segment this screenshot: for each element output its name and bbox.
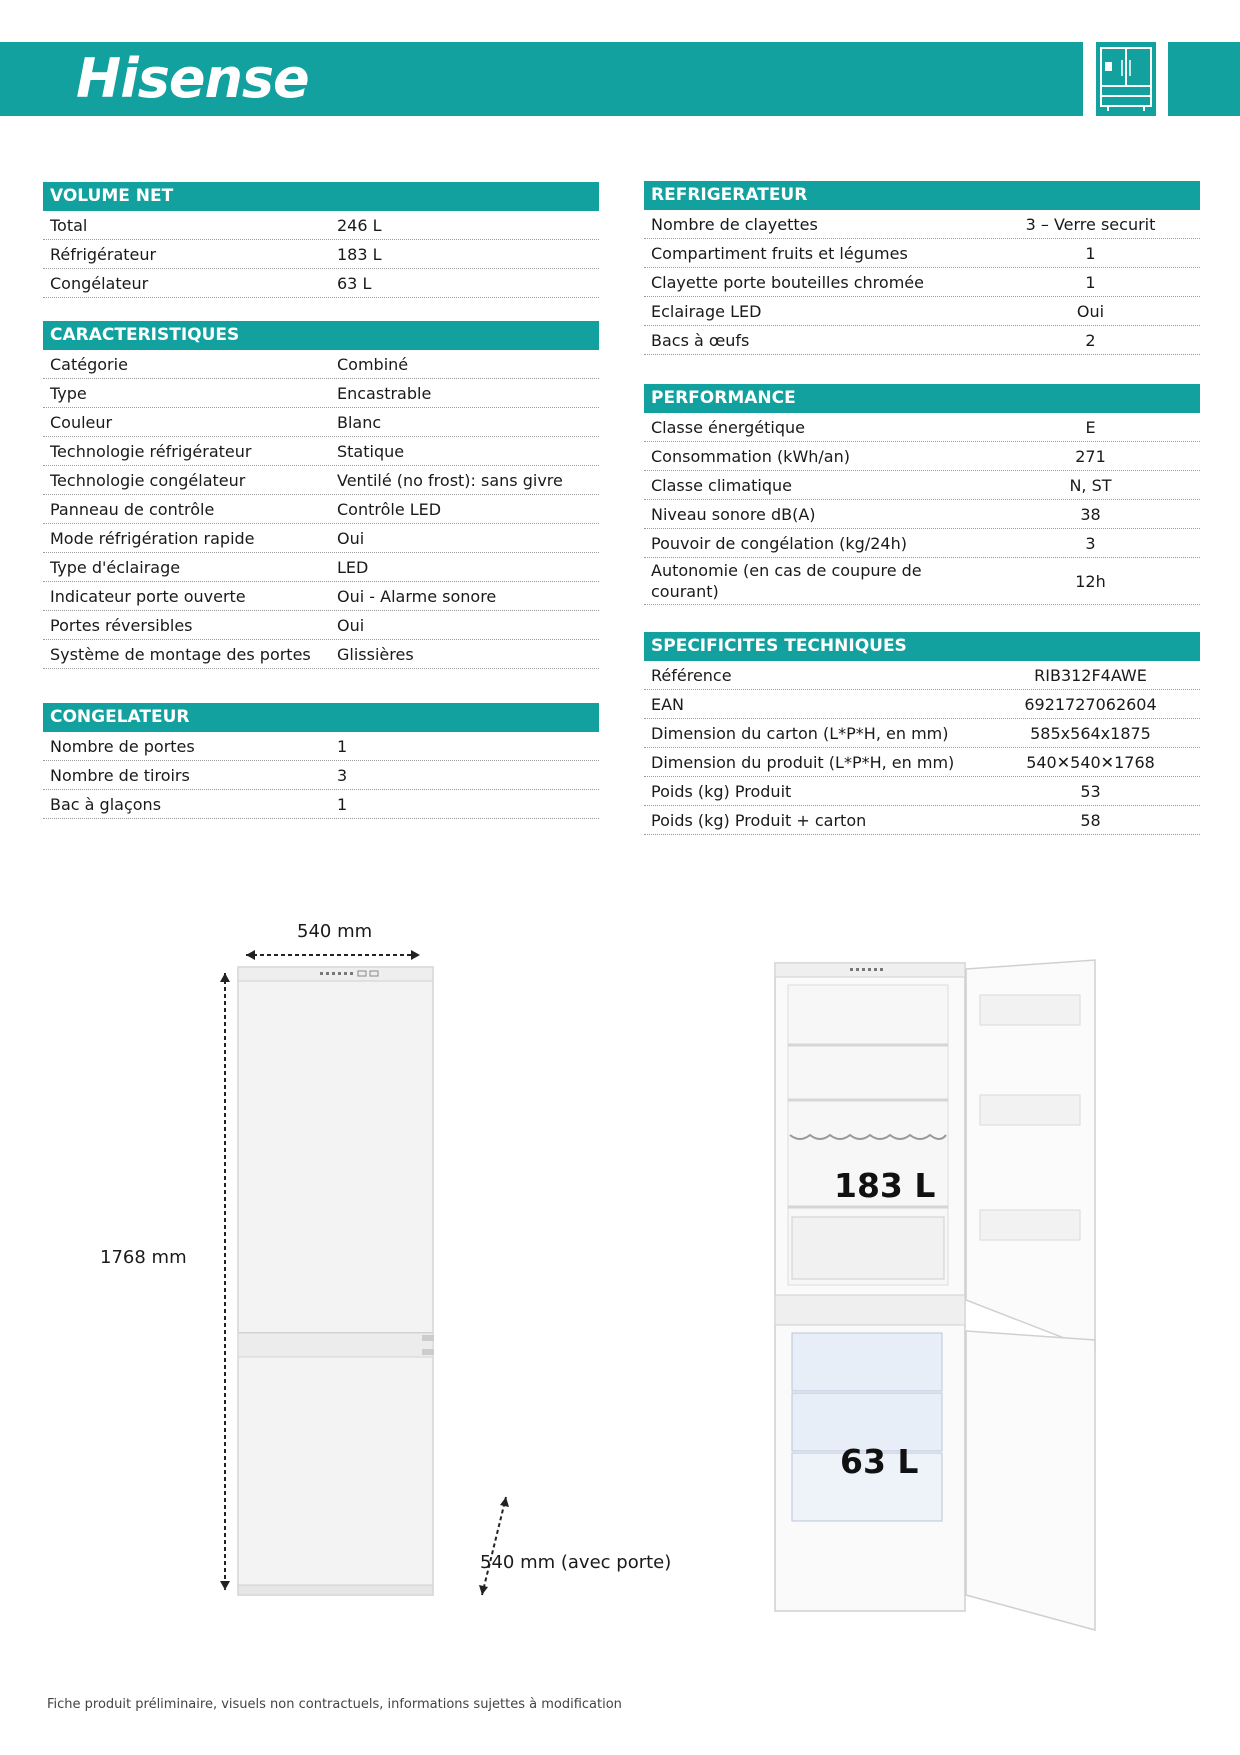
spec-row: Type Encastrable xyxy=(43,379,599,408)
fridge-capacity-label: 183 L xyxy=(834,1166,936,1205)
spec-row: Panneau de contrôle Contrôle LED xyxy=(43,495,599,524)
height-label: 1768 mm xyxy=(100,1247,187,1268)
spec-row: Congélateur 63 L xyxy=(43,269,599,298)
specificites-section xyxy=(644,632,1200,835)
congelateur-section xyxy=(43,703,599,819)
spec-row: Technologie réfrigérateur Statique xyxy=(43,437,599,466)
spec-row: Eclairage LED Oui xyxy=(644,297,1200,326)
spec-row: Système de montage des portes Glissières xyxy=(43,640,599,669)
spec-row: Indicateur porte ouverte Oui - Alarme sonore xyxy=(43,582,599,611)
refrigerateur-section xyxy=(644,181,1200,355)
spec-row: Dimension du produit (L*P*H, en mm) 540✕540✕1768 xyxy=(644,748,1200,777)
spec-row: Nombre de clayettes 3 – Verre securit xyxy=(644,210,1200,239)
width-label: 540 mm xyxy=(297,921,373,942)
spec-row: Consommation (kWh/an) 271 xyxy=(644,442,1200,471)
fridge-closed-illustration xyxy=(200,935,670,1615)
fridge-icon xyxy=(1096,42,1156,116)
depth-label: 540 mm (avec porte) xyxy=(480,1552,672,1573)
footer-disclaimer: Fiche produit préliminaire, visuels non contractuels, informations sujettes à modification xyxy=(47,1697,622,1712)
spec-row: Bac à glaçons 1 xyxy=(43,790,599,819)
spec-row: Nombre de tiroirs 3 xyxy=(43,761,599,790)
performance-section xyxy=(644,384,1200,605)
spec-row: Type d'éclairage LED xyxy=(43,553,599,582)
spec-row: Nombre de portes 1 xyxy=(43,732,599,761)
spec-row: Technologie congélateur Ventilé (no frost): sans givre xyxy=(43,466,599,495)
spec-row: Poids (kg) Produit + carton 58 xyxy=(644,806,1200,835)
section-title: CARACTERISTIQUES xyxy=(43,321,599,350)
caracteristiques-section xyxy=(43,321,599,669)
spec-row: EAN 6921727062604 xyxy=(644,690,1200,719)
spec-row: Réfrigérateur 183 L xyxy=(43,240,599,269)
fridge-open-illustration xyxy=(770,955,1110,1635)
spec-row: Portes réversibles Oui xyxy=(43,611,599,640)
spec-row: Dimension du carton (L*P*H, en mm) 585x564x1875 xyxy=(644,719,1200,748)
section-title: CONGELATEUR xyxy=(43,703,599,732)
spec-row: Niveau sonore dB(A) 38 xyxy=(644,500,1200,529)
spec-row: Classe climatique N, ST xyxy=(644,471,1200,500)
spec-row: Catégorie Combiné xyxy=(43,350,599,379)
section-title: VOLUME NET xyxy=(43,182,599,211)
spec-row: Pouvoir de congélation (kg/24h) 3 xyxy=(644,529,1200,558)
spec-row: Couleur Blanc xyxy=(43,408,599,437)
spec-row: Bacs à œufs 2 xyxy=(644,326,1200,355)
spec-row: Classe énergétique E xyxy=(644,413,1200,442)
section-title: PERFORMANCE xyxy=(644,384,1200,413)
brand-logo: Hisense xyxy=(76,47,309,110)
freezer-capacity-label: 63 L xyxy=(840,1442,919,1481)
header-banner-right xyxy=(1168,42,1240,116)
section-title: SPECIFICITES TECHNIQUES xyxy=(644,632,1200,661)
spec-row: Référence RIB312F4AWE xyxy=(644,661,1200,690)
volume-net-section xyxy=(43,182,599,298)
spec-row: Poids (kg) Produit 53 xyxy=(644,777,1200,806)
section-title: REFRIGERATEUR xyxy=(644,181,1200,210)
spec-row: Mode réfrigération rapide Oui xyxy=(43,524,599,553)
spec-row: Compartiment fruits et légumes 1 xyxy=(644,239,1200,268)
spec-row: Clayette porte bouteilles chromée 1 xyxy=(644,268,1200,297)
spec-row: Autonomie (en cas de coupure de courant) 12h xyxy=(644,558,1200,605)
spec-row: Total 246 L xyxy=(43,211,599,240)
